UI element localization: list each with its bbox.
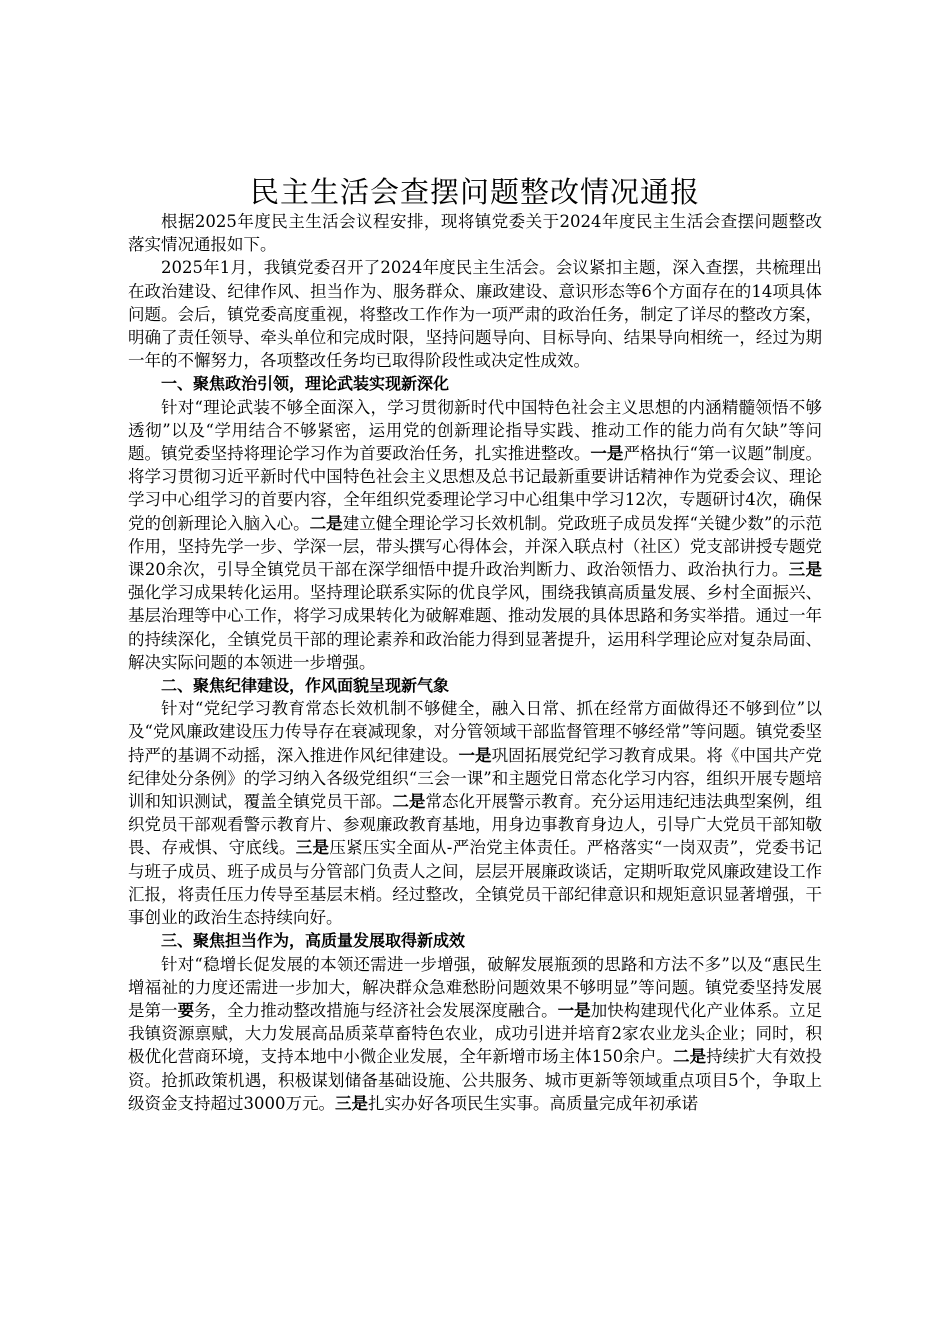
section-1-text-3: 强化学习成果转化运用。坚持理论联系实际的优良学风，围绕我镇高质量发展、乡村全面振兴、基层治理等中心工作，将学习成果转化为破解难题、推动发展的具体思路和务实举措。通过一年的持续深化，全镇党员干部的理论素养和政治能力得到显著提升，运用科学理论应对复杂局面、解决实际问题的本领进一步增强。 xyxy=(128,583,822,672)
section-3-intro-tail: 务，全力推动整改措施与经济社会发展深度融合。 xyxy=(194,1000,558,1020)
section-1-text-2: 建立健全理论学习长效机制。党政班子成员发挥“关键少数”的示范作用，坚持先学一步、学深一层，带头撰写心得体会，并深入联点村（社区）党支部讲授专题党课20余次，引导全镇党员干部在深学细悟中提升政治判断力、政治领悟力、政治执行力。 xyxy=(128,513,823,580)
summary-paragraph: 2025年1月，我镇党委召开了2024年度民主生活会。会议紧扣主题，深入查摆，共梳理出在政治建设、纪律作风、担当作为、服务群众、廉政建设、意识形态等6个方面存在的14项具体问题。会后，镇党委高度重视，将整改工作作为一项严肃的政治任务，制定了详尽的整改方案，明确了责任领导、牵头单位和完成时限，坚持问题导向、目标导向、结果导向相统一，经过为期一年的不懈努力，各项整改任务均已取得阶段性或决定性成效。 xyxy=(128,258,822,371)
section-1-paragraph xyxy=(128,396,822,674)
section-1-heading: 一、聚焦政治引领，理论武装实现新深化 xyxy=(161,374,450,394)
section-3-paragraph xyxy=(128,953,822,1115)
section-1-lead-3: 三是 xyxy=(788,560,822,580)
section-3-lead-2: 二是 xyxy=(673,1047,707,1067)
section-2-heading: 二、聚焦纪律建设，作风面貌呈现新气象 xyxy=(161,676,450,696)
section-1-lead-2: 二是 xyxy=(309,513,343,533)
section-1-intro: 针对“理论武装不够全面深入，学习贯彻新时代中国特色社会主义思想的内涵精髓领悟不够透彻”以及“学用结合不够紧密，运用党的创新理论指导实践、推动工作的能力尚有欠缺”等问题。镇党委坚持将理论学习作为首要政治任务，扎实推进整改。 xyxy=(128,397,822,464)
section-1-lead-1: 一是 xyxy=(590,444,624,464)
section-2-intro: 针对“党纪学习教育常态长效机制不够健全，融入日常、抓在经常方面做得还不够到位”以及“党风廉政建设压力传导存在衰减现象，对分管领域干部监督管理不够经常”等问题。镇党委坚持严的基调不动摇，深入推进作风纪律建设。 xyxy=(128,699,822,765)
document-page xyxy=(128,168,822,1115)
section-2-lead-2: 二是 xyxy=(392,792,426,812)
section-3-text-3: 扎实办好各项民生实事。高质量完成年初承诺 xyxy=(368,1093,698,1113)
section-2-text-1: 巩固拓展党纪学习教育成果。将《中国共产党纪律处分条例》的学习纳入各级党组织“三会一课”和主题党日常态化学习内容，组织开展专题培训和知识测试，覆盖全镇党员干部。 xyxy=(128,745,823,812)
section-3-intro-bold: 要 xyxy=(177,1000,195,1020)
section-3-text-2: 持续扩大有效投资。抢抓政策机遇，积极谋划储备基础设施、公共服务、城市更新等领域重点项目5个，争取上级资金支持超过3000万元。 xyxy=(128,1047,822,1113)
section-2-text-3: 压紧压实全面从-严治党主体责任。严格落实“一岗双责”，党委书记与班子成员、班子成员与分管部门负责人之间，层层开展廉政谈话，定期听取党风廉政建设工作汇报，将责任压力传导至基层末梢。经过整改，全镇党员干部纪律意识和规矩意识显著增强，干事创业的政治生态持续向好。 xyxy=(128,838,823,928)
section-3-text-1: 加快构建现代化产业体系。立足我镇资源禀赋，大力发展高品质菜草畜特色农业，成功引进并培育2家农业龙头企业；同时，积极优化营商环境，支持本地中小微企业发展，全年新增市场主体150余户。 xyxy=(128,1000,823,1067)
document-title: 民主生活会查摆问题整改情况通报 xyxy=(249,175,700,209)
intro-paragraph: 根据2025年度民主生活会议程安排，现将镇党委关于2024年度民主生活会查摆问题整改落实情况通报如下。 xyxy=(128,212,822,255)
section-2-lead-1: 一是 xyxy=(458,745,492,765)
section-2-lead-3: 三是 xyxy=(295,838,330,858)
section-3-lead-1: 一是 xyxy=(557,1000,591,1020)
section-1-text-1: 严格执行“第一议题”制度。将学习贯彻习近平新时代中国特色社会主义思想及总书记最新重要讲话精神作为党委会议、理论学习中心组学习的首要内容，全年组织党委理论学习中心组集中学习12次，专题研讨4次，确保党的创新理论入脑入心。 xyxy=(128,444,823,533)
section-3-heading: 三、聚焦担当作为，高质量发展取得新成效 xyxy=(161,931,466,951)
section-2-paragraph xyxy=(128,697,822,929)
section-2-text-2: 常态化开展警示教育。充分运用违纪违法典型案例，组织党员干部观看警示教育片、参观廉政教育基地，用身边事教育身边人，引导广大党员干部知敬畏、存戒惧、守底线。 xyxy=(128,792,823,858)
section-3-intro: 针对“稳增长促发展的本领还需进一步增强，破解发展瓶颈的思路和方法不多”以及“惠民生增福祉的力度还需进一步加大，解决群众急难愁盼问题效果不够明显”等问题。镇党委坚持发展是第一 xyxy=(128,954,822,1020)
section-3-lead-3: 三是 xyxy=(335,1093,368,1113)
